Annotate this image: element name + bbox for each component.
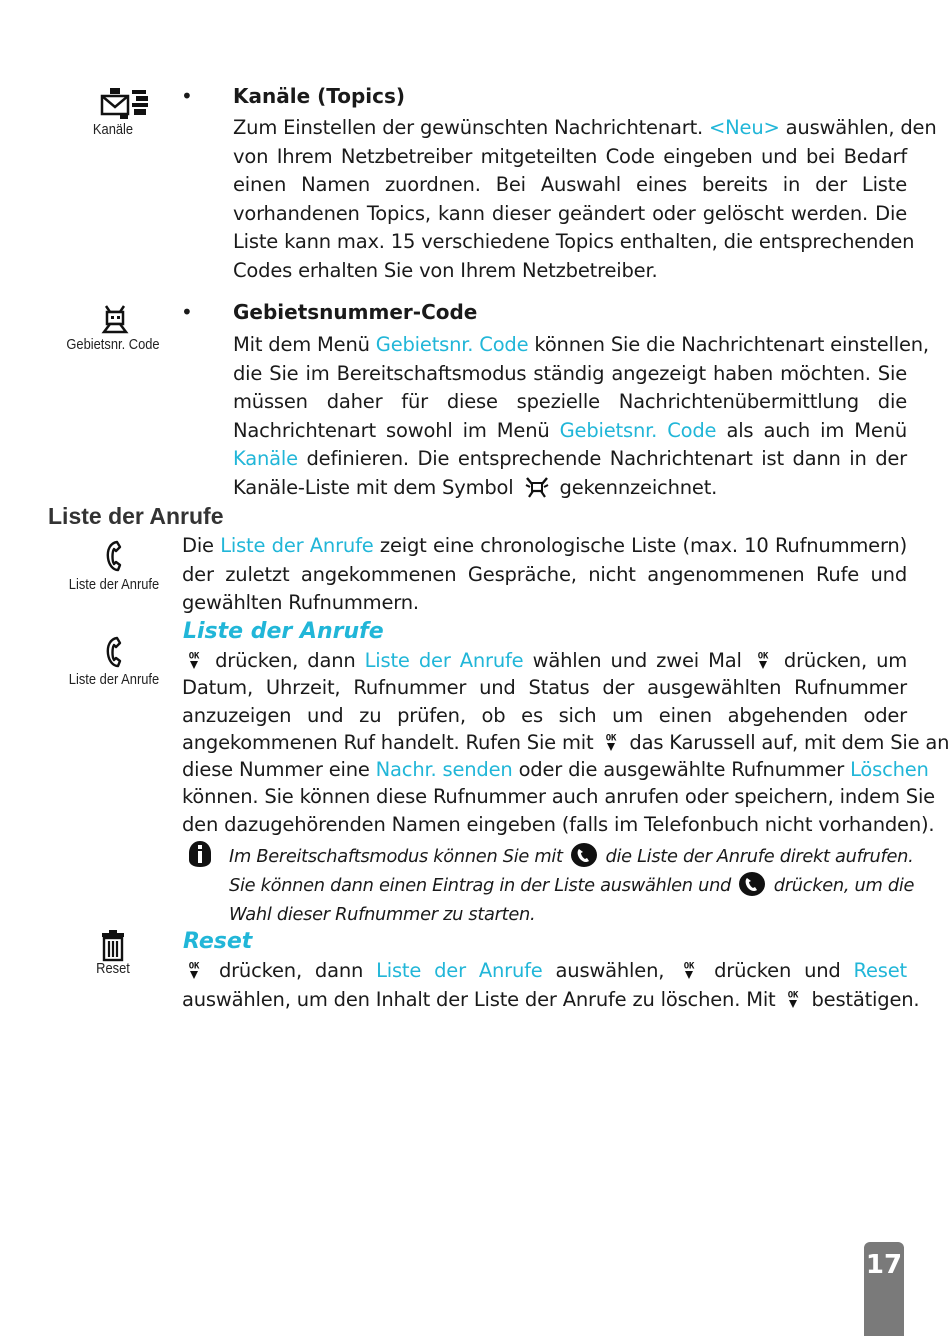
call-list-intro-paragraph: Die Liste der Anrufe zeigt eine chronologische Liste (max. 10 Rufnummern) der zuletzt angekommenen Gespräche, nicht angenommenen Rufe und gewählten Rufnummern. (182, 534, 907, 615)
menu-ref-delete: Löschen (850, 758, 929, 782)
call-key-icon (738, 871, 766, 897)
call-list-paragraph: drücken, dann Liste der Anrufe wählen und zwei Mal drücken, um Datum, Uhrzeit, Rufnummer und Status der ausgewählten Rufnummer anzuzeigen und zu prüfen, ob es sich um einen abgehenden oder angekommenen Ruf handelt. Rufen Sie mit das Karussell auf, mit dem Sie an diese Nummer eine Nachr. senden oder die ausgewählte Rufnummer Löschen können. Sie können diese Rufnummer auch anrufen oder speichern, indem Sie den dazugehörenden Namen eingeben (falls im Telefonbuch nicht vorhanden). (182, 649, 950, 836)
call-list-icon-caption: Liste der Anrufe (68, 671, 160, 688)
area-code-icon-caption: Gebietsnr. Code (66, 336, 160, 353)
area-code-icon (100, 302, 130, 336)
ok-key-icon (184, 650, 204, 670)
call-list-icon (104, 636, 124, 668)
info-icon (185, 840, 215, 868)
menu-ref-call-list: Liste der Anrufe (364, 649, 524, 672)
menu-ref-send-message: Nachr. senden (375, 758, 513, 782)
page-number: 17 (865, 1250, 903, 1280)
ok-key-icon (753, 650, 773, 670)
channels-envelope-icon (98, 86, 152, 122)
ok-key-icon (601, 732, 621, 752)
trash-icon (99, 930, 127, 962)
reset-subheading: Reset (183, 929, 253, 954)
bullet: • (181, 300, 193, 324)
channels-paragraph: Zum Einstellen der gewünschten Nachrichtenart. <Neu> auswählen, den von Ihrem Netzbetreiber mitgeteilten Code eingeben und bei Bedarf einen Namen zuordnen. Bei Auswahl eines bereits in der Liste vorhandenen Topics, kann dieser geändert oder gelöscht werden. Die Liste kann max. 15 verschiedene Topics enthalten, die entsprechenden Codes erhalten Sie von Ihrem Netzbetreiber. (233, 116, 937, 282)
ok-key-icon (679, 960, 699, 980)
cell-broadcast-symbol-icon (524, 475, 550, 499)
call-list-icon-caption: Liste der Anrufe (68, 576, 160, 593)
ok-key-icon (184, 960, 204, 980)
area-code-paragraph: Mit dem Menü Gebietsnr. Code können Sie die Nachrichtenart einstellen, die Sie im Bereitschaftsmodus ständig angezeigt haben möchten. Sie müssen daher für diese spezielle Nachrichtenübermittlung die Nachrichtenart sowohl im Menü Gebietsnr. Code als auch im Menü Kanäle definieren. Die entsprechende Nachrichtenart ist dann in der Kanäle-Liste mit dem Symbol gekennzeichnet. (233, 333, 929, 499)
channels-icon-caption: Kanäle (92, 121, 134, 138)
reset-paragraph: drücken, dann Liste der Anrufe auswählen, drücken und Reset auswählen, um den Inhalt der Liste der Anrufe zu löschen. Mit bestätigen. (182, 959, 920, 1011)
reset-icon-caption: Reset (96, 960, 130, 977)
channels-heading: Kanäle (Topics) (233, 84, 406, 108)
menu-ref-call-list: Liste der Anrufe (376, 959, 543, 982)
page-number-tab (864, 1242, 904, 1336)
call-list-icon (104, 540, 124, 572)
menu-ref-new: <Neu> (709, 116, 780, 139)
area-code-heading: Gebietsnummer-Code (233, 300, 478, 324)
menu-ref-reset: Reset (853, 959, 907, 982)
menu-ref-area-code: Gebietsnr. Code (559, 418, 717, 442)
section-title: Liste der Anrufe (48, 503, 224, 529)
menu-ref-area-code: Gebietsnr. Code (375, 333, 529, 356)
menu-ref-call-list: Liste der Anrufe (220, 534, 374, 557)
ok-key-icon (783, 989, 803, 1009)
bullet: • (181, 84, 193, 108)
call-list-note: Im Bereitschaftsmodus können Sie mit die Liste der Anrufe direkt aufrufen. Sie können dann einen Eintrag in der Liste auswählen und drücken, um die Wahl dieser Rufnummer zu starten. (229, 842, 907, 929)
call-list-subheading: Liste der Anrufe (183, 619, 384, 644)
menu-ref-channels: Kanäle (233, 447, 298, 471)
call-key-icon (570, 842, 598, 868)
